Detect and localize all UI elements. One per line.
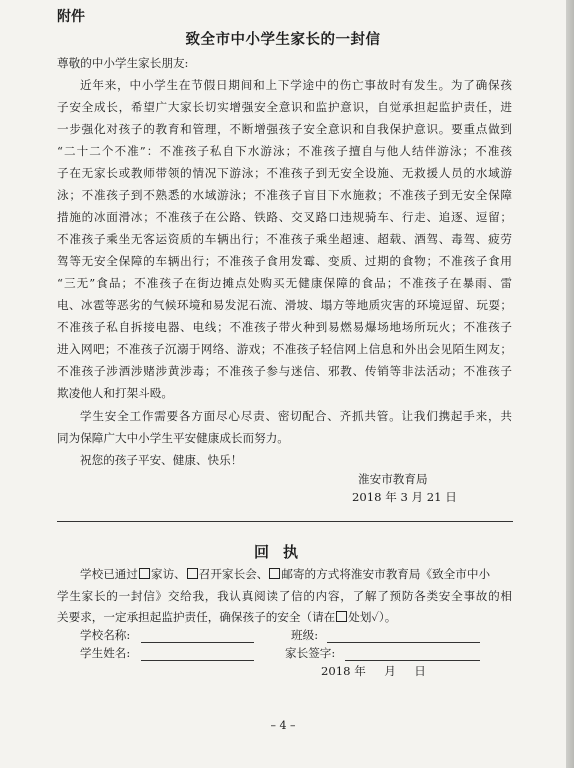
body-line: 驾等无安全保障的车辆出行；不准孩子食用发霉、变质、过期的食物；不准孩子食用 [57,254,512,268]
school-name-label: 学校名称: [80,628,131,642]
class-label: 班级: [291,628,319,642]
reply-line-1 [80,567,490,581]
reply-title: 回执 [253,543,312,561]
salutation: 尊敬的中小学生家长朋友: [57,56,189,70]
body-line: 电、冰雹等恶劣的气候环境和易发泥石流、滑坡、塌方等地质灾害的环境逗留、玩耍； [57,298,512,312]
checkbox-mark-hint [336,611,347,622]
letter-title: 致全市中小学生家长的一封信 [185,31,381,48]
body-line: 不准孩子乘坐无客运资质的车辆出行；不准孩子乘坐超速、超载、酒驾、毒驾、疲劳 [57,232,512,246]
reply-text: 关要求，一定承担起监护责任，确保孩子的安全（请在 [57,610,336,624]
body-line: 泳；不准孩子到不熟悉的水域游泳；不准孩子盲目下水施救；不准孩子到无安全保障 [57,188,512,202]
class-field[interactable] [327,642,480,643]
page-edge [566,0,574,768]
reply-line-2: 学生家长的一封信》交给我，我认真阅读了信的内容，了解了预防各类安全事故的相 [57,589,512,603]
body-line: 子在无家长或教师带领的情况下游泳；不准孩子到无安全设施、无救援人员的水域游 [57,166,512,180]
option-home-visit: 家访、 [150,567,186,581]
checkbox-home-visit[interactable] [139,568,150,579]
body-line: 近年来，中小学生在节假日期间和上下学途中的伤亡事故时有发生。为了确保孩 [80,78,512,92]
attachment-label: 附件 [57,9,85,25]
checkbox-mail[interactable] [269,568,280,579]
closing-line: 同为保障广大中小学生平安健康成长而努力。 [57,431,289,445]
option-mail: 邮寄的方式将淮安市教育局《致全市中小 [281,567,491,581]
body-line: 进入网吧；不准孩子沉溺于网络、游戏；不准孩子轻信网上信息和外出会见陌生网友； [57,342,512,356]
page-number: – 4 – [270,719,296,732]
student-name-label: 学生姓名: [80,646,131,660]
signatory: 淮安市教育局 [358,472,428,486]
checkbox-parent-meeting[interactable] [187,568,198,579]
parent-signature-field[interactable] [345,660,480,661]
parent-signature-label: 家长签字: [285,646,336,660]
body-line: 不准孩子涉酒涉赌涉黄涉毒；不准孩子参与迷信、邪教、传销等非法活动；不准孩子 [57,364,512,378]
body-line: 措施的冰面滑冰；不准孩子在公路、铁路、交叉路口违规骑车、行走、追逐、逗留； [57,210,512,224]
body-line: 一步强化对孩子的教育和管理，不断增强孩子安全意识和自我保护意识。要重点做到 [57,122,512,136]
school-name-field[interactable] [141,642,254,643]
closing-line: 学生安全工作需要各方面尽心尽责、密切配合、齐抓共管。让我们携起手来，共 [80,409,512,423]
reply-line-3 [57,610,396,624]
body-line: 不准孩子私自拆接电器、电线；不准孩子带火种到易燃易爆场地场所玩火；不准孩子 [57,320,512,334]
wish-line: 祝您的孩子平安、健康、快乐！ [80,453,243,467]
section-divider [57,521,513,522]
body-line: 欺凌他人和打架斗殴。 [57,386,173,400]
letter-date: 2018 年 3 月 21 日 [352,490,457,504]
reply-text: 处划✓）。 [348,610,397,624]
body-line: 子安全成长，希望广大家长切实增强安全意识和监护意识，自觉承担起监护责任，进 [57,100,512,114]
reply-date: 2018 年 月 日 [321,664,426,678]
body-line: “三无”食品；不准孩子在街边摊点处购买无健康保障的食品；不准孩子在暴雨、雷 [57,276,512,290]
student-name-field[interactable] [141,660,254,661]
option-parent-meeting: 召开家长会、 [198,567,269,581]
reply-text: 学校已通过 [80,567,138,581]
body-line: “二十二个不准”：不准孩子私自下水游泳；不准孩子擅自与他人结伴游泳；不准孩 [57,144,512,158]
